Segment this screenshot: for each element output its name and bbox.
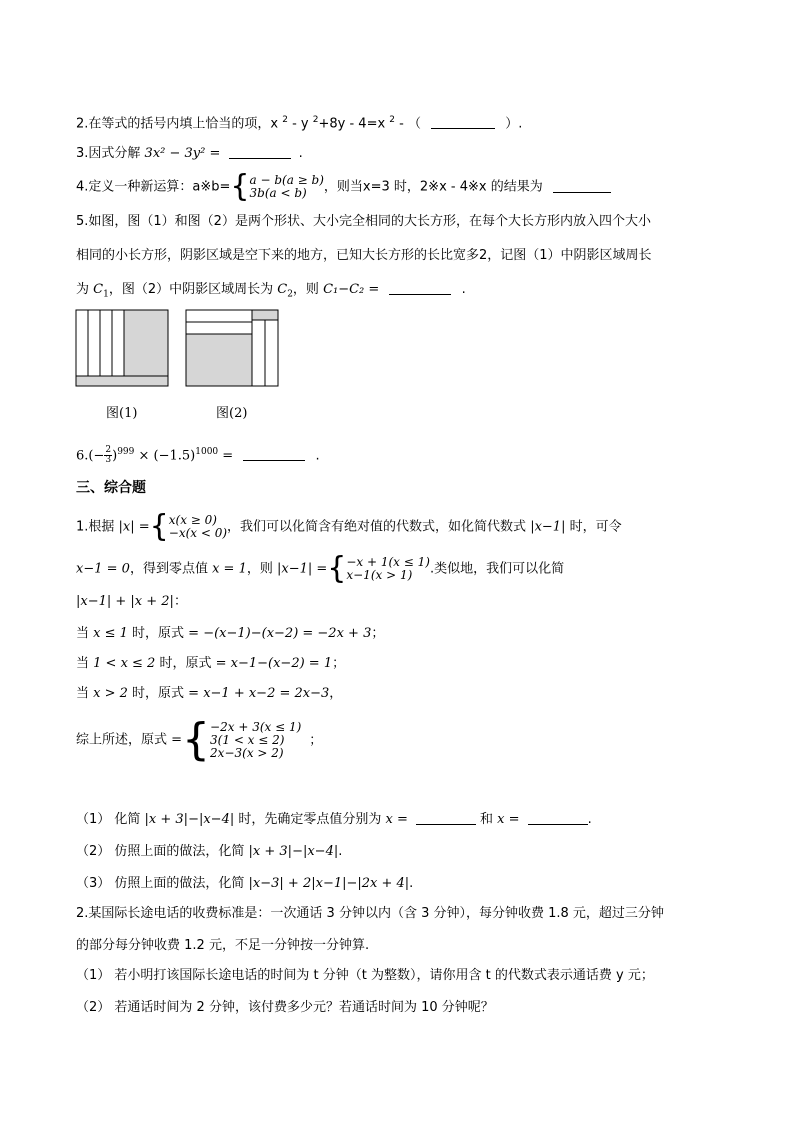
q5-var: C [93, 282, 104, 297]
c2-part-1: （1） 若小明打该国际长途电话的时间为 t 分钟（t 为整数），请你用含 t 的代数式表示通话费 y 元； [76, 968, 654, 983]
figure-2-small-rect [252, 320, 265, 386]
answer-blank[interactable] [553, 178, 611, 193]
c1-text: 1.根据 [76, 519, 119, 535]
c1-case: −x + 1(x ≤ 1) [346, 555, 430, 569]
figures [74, 308, 284, 388]
q2-exp: 2 [389, 115, 396, 125]
answer-blank[interactable] [528, 810, 588, 825]
figure-2-small-rect [186, 310, 252, 322]
c1-math: |x + 3|−|x−4| [248, 844, 339, 859]
q2-exp: 2 [282, 115, 288, 125]
figure-1-small-rect [100, 310, 112, 376]
c2-line-1: 2.某国际长途电话的收费标准是：一次通话 3 分钟以内（含 3 分钟），每分钟收费 1.8 元，超过三分钟 [76, 906, 664, 921]
q4-text: 4.定义一种新运算：a※b= [76, 179, 231, 195]
q6-text: × (−1.5) [134, 448, 196, 464]
c1-math: x = 1 [212, 561, 247, 577]
question-4 [76, 169, 611, 204]
c1-case: x(x ≥ 0) [168, 513, 217, 527]
question-5-line-2: 相同的小长方形，阴影区域是空下来的地方，已知大长方形的长比宽多2，记图（1）中阴影区域周长 [76, 248, 652, 263]
q6-text: 6.(− [76, 448, 105, 464]
q2-text: - y [287, 116, 313, 132]
c1-math: |x + 3|−|x−4| [144, 812, 235, 827]
q6-exp: 1000 [195, 447, 219, 457]
figure-1 [76, 310, 168, 386]
c1-text: （2） 仿照上面的做法，化简 [76, 844, 249, 859]
q4-piecewise: { a − b(a ≥ b) 3b(a < b) [230, 169, 324, 204]
c1-case: −x(x < 0) [168, 526, 228, 540]
q6-text: ) [112, 448, 118, 464]
q3-text: 3.因式分解 [76, 146, 145, 161]
q5-expression: C₁−C₂ = [323, 282, 380, 297]
answer-blank[interactable] [416, 810, 476, 825]
c1-text: .类似地，我们可以化简 [429, 561, 565, 577]
c1-text: ： [173, 594, 187, 609]
c1-case: 3(1 < x ≤ 2) [210, 732, 285, 747]
q3-expression: 3x² − 3y² = [144, 146, 221, 161]
c1-case-line [76, 684, 342, 704]
c1-case: 2x−3(x > 2) [210, 745, 284, 760]
c1-text: （1） 化简 [76, 812, 145, 827]
c1-math: x = [385, 812, 408, 827]
c1-math: x ≤ 1 [93, 626, 128, 641]
c1-text: 时，原式 [155, 656, 216, 671]
c1-case: −2x + 3(x ≤ 1) [210, 719, 302, 734]
figure-2-small-rect [265, 320, 278, 386]
figure-1-small-rect [88, 310, 100, 376]
c1-text: ， [329, 686, 343, 701]
figure-2 [186, 310, 278, 386]
c1-case-line [76, 654, 345, 674]
c2-part-2: （2） 若通话时间为 2 分钟，该付费多少元？若通话时间为 10 分钟呢？ [76, 1000, 494, 1015]
c1-math: |x−1| + |x + 2| [76, 594, 174, 609]
c1-math: = −(x−1)−(x−2) = −2x + 3 [188, 626, 372, 641]
c1-part-1 [76, 810, 592, 830]
c1-math: |x−1| [530, 519, 566, 535]
q6-exp: 999 [117, 447, 135, 457]
c1-line-3 [76, 592, 187, 612]
c1-math: x−1 = 0 [76, 561, 130, 577]
q2-text: ）. [505, 116, 523, 132]
c1-math: x > 2 [93, 686, 128, 701]
c1-part-3 [76, 874, 413, 894]
c1-text: 综上所述，原式 [76, 732, 172, 748]
c1-text: 时，原式 [127, 626, 189, 641]
q4-case: 3b(a < b) [249, 186, 307, 200]
q5-text: ，则 [292, 282, 324, 297]
c1-piecewise: { x(x ≥ 0) −x(x < 0) [149, 509, 228, 544]
c1-math: |x| = [118, 519, 150, 535]
q5-var: C [277, 282, 288, 297]
answer-blank[interactable] [243, 446, 305, 461]
c1-math: = x−1−(x−2) = 1 [215, 656, 333, 671]
c1-text: 时，原式 [127, 686, 189, 701]
answer-blank[interactable] [431, 114, 495, 129]
q3-text: . [298, 146, 303, 161]
c1-text: 和 [479, 812, 498, 827]
c1-line-1 [76, 509, 622, 544]
q2-text: 2.在等式的括号内填上恰当的项，x [76, 116, 283, 132]
figure-1-caption: 图(1) [106, 406, 138, 421]
c1-text: . [587, 812, 592, 827]
section-heading: 三、综合题 [76, 480, 146, 496]
question-3 [76, 144, 303, 164]
question-2 [76, 110, 522, 134]
question-5-line-3 [76, 280, 466, 305]
c1-text: ； [309, 732, 323, 748]
q6-fraction [104, 446, 112, 465]
c1-piecewise: { −x + 1(x ≤ 1) x−1(x > 1) [327, 551, 430, 586]
c1-piecewise: { −2x + 3(x ≤ 1) 3(1 < x ≤ 2) 2x−3(x > 2) [182, 714, 302, 765]
c1-text: 当 [76, 686, 94, 701]
question-6 [76, 442, 320, 466]
c1-text: ，得到零点值 [129, 561, 213, 577]
c1-math: 1 < x ≤ 2 [93, 656, 156, 671]
question-5-line-1: 5.如图，图（1）和图（2）是两个形状、大小完全相同的大长方形，在每个大长方形内放入四个大小 [76, 214, 651, 229]
c1-math: x = [497, 812, 520, 827]
q6-denominator: 3 [105, 455, 112, 466]
c1-text: （3） 仿照上面的做法，化简 [76, 876, 249, 891]
c1-text: 时，先确定零点值分别为 [234, 812, 386, 827]
figure-1-small-rect [112, 310, 124, 376]
c1-text: . [409, 876, 414, 891]
q5-text: . [461, 282, 466, 297]
q5-text: ，图（2）中阴影区域周长为 [108, 282, 278, 297]
answer-blank[interactable] [389, 280, 451, 295]
c1-math: |x−3| + 2|x−1|−|2x + 4| [248, 876, 410, 891]
q2-exp: 2 [312, 115, 319, 125]
c1-summary-line [76, 714, 323, 765]
figure-2-small-rect [186, 322, 252, 334]
c1-case-line [76, 624, 384, 644]
figure-1-small-rect [76, 310, 88, 376]
q4-case: a − b(a ≥ b) [249, 173, 324, 187]
q5-sub: 1 [103, 289, 109, 300]
c2-line-2: 的部分每分钟收费 1.2 元，不足一分钟按一分钟算. [76, 938, 370, 953]
c1-math: |x−1| = [276, 561, 328, 577]
figure-1-shade-bottom [76, 376, 168, 386]
c1-math: = x−1 + x−2 = 2x−3 [188, 686, 330, 701]
c1-text: ； [332, 656, 346, 671]
q6-numerator: 2 [105, 445, 112, 456]
q5-sub: 2 [287, 289, 293, 300]
figure-1-shade-right [124, 310, 168, 376]
q6-text: = [218, 448, 234, 464]
c1-case: x−1(x > 1) [346, 568, 413, 582]
c1-text: ，则 [246, 561, 277, 577]
q2-text: +8y - 4=x [318, 116, 390, 132]
c1-text: 当 [76, 656, 94, 671]
figure-2-caption: 图(2) [216, 406, 248, 421]
c1-text: ； [371, 626, 385, 641]
c1-text: 时，可令 [565, 519, 622, 535]
q5-text: 为 [76, 282, 94, 297]
c1-line-2 [76, 551, 565, 586]
q4-text: ，则当x=3 时，2※x - 4※x 的结果为 [323, 179, 543, 195]
c1-text: . [338, 844, 343, 859]
q6-text: . [315, 448, 320, 464]
c1-text: ，我们可以化简含有绝对值的代数式，如化简代数式 [227, 519, 531, 535]
answer-blank[interactable] [229, 144, 291, 159]
q2-text: - （ [395, 116, 421, 132]
c1-text: 当 [76, 626, 94, 641]
c1-math: = [171, 732, 183, 748]
c1-part-2 [76, 842, 342, 862]
